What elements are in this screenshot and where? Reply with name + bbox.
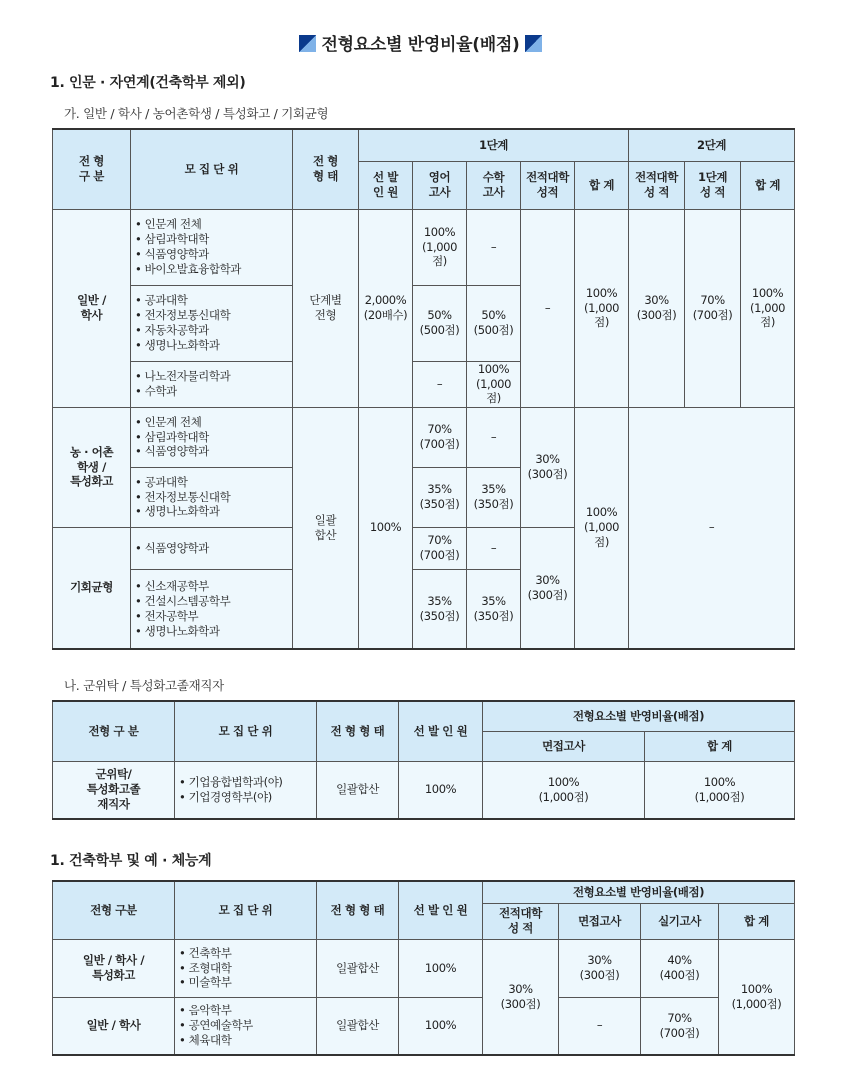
type-label: 일반 / 학사 / 특성화고 [53,939,175,997]
list-item: • 기업경영학부(야) [179,790,314,805]
grade-cell: 30% (300점) [483,939,559,1055]
list-item: • 공과대학 [135,475,290,490]
grade-cell: – [521,209,575,407]
table-row [53,997,795,1055]
header-selection: 선 발 인 원 [359,161,413,209]
list-item: • 공과대학 [135,293,290,308]
selection-cell: 2,000% (20배수) [359,209,413,407]
header-interview: 면접고사 [483,731,645,761]
table-row [53,407,795,467]
english-cell: 70% (700점) [413,527,467,569]
dept-list [131,361,293,407]
square-bullet-icon [299,35,316,52]
header-form: 전 형 형 태 [317,701,399,761]
page-title-text: 전형요소별 반영비율(배점) [321,35,520,55]
english-cell: 35% (350점) [413,467,467,527]
table-row [53,939,795,997]
selection-cell: 100% [399,761,483,819]
header-interview: 면접고사 [559,903,641,939]
form-cell: 일괄합산 [317,761,399,819]
list-item: • 기업융합법학과(야) [179,775,314,790]
type-label: 일반 / 학사 [53,209,131,407]
dept-list [175,761,317,819]
english-cell: 70% (700점) [413,407,467,467]
list-item: • 식품영양학과 [135,541,290,556]
header-stage2: 2단계 [629,129,795,161]
header-english: 영어 고사 [413,161,467,209]
header-practical: 실기고사 [641,903,719,939]
table-row [53,209,795,285]
header-ratio: 전형요소별 반영비율(배점) [483,701,795,731]
header-type: 전 형 구 분 [53,129,131,209]
math-cell: 35% (350점) [467,569,521,649]
list-item: • 전자정보통신대학 [135,308,290,323]
interview-cell: 30% (300점) [559,939,641,997]
type-label: 일반 / 학사 [53,997,175,1055]
header-type: 전형 구 분 [53,701,175,761]
list-item: • 전자정보통신대학 [135,490,290,505]
table-row [53,761,795,819]
list-item: • 식품영양학과 [135,444,290,459]
list-item: • 건축학부 [179,946,314,961]
header-dept: 모 집 단 위 [131,129,293,209]
math-cell: – [467,527,521,569]
grade2-cell: 30% (300점) [629,209,685,407]
selection-cell: 100% [399,997,483,1055]
list-item: • 건설시스템공학부 [135,594,290,609]
header-selection: 선 발 인 원 [399,881,483,939]
dept-list [131,527,293,569]
form-cell: 일괄합산 [317,997,399,1055]
practical-cell: 70% (700점) [641,997,719,1055]
list-item: • 신소재공학부 [135,579,290,594]
math-cell: – [467,209,521,285]
math-cell: 35% (350점) [467,467,521,527]
type-label: 농 · 어촌 학생 / 특성화고 [53,407,131,527]
list-item: • 인문계 전체 [135,217,290,232]
header-selection: 선 발 인 원 [399,701,483,761]
ratio-table-1 [52,128,795,650]
english-cell: 35% (350점) [413,569,467,649]
header-sum2: 합 계 [741,161,795,209]
sum2-cell: 100% (1,000점) [741,209,795,407]
math-cell: 50% (500점) [467,285,521,361]
selection-cell: 100% [359,407,413,649]
sum-cell: 100% (1,000점) [719,939,795,1055]
list-item: • 체육대학 [179,1033,314,1048]
sum-cell: 100% (1,000점) [645,761,795,819]
dept-list [131,209,293,285]
selection-cell: 100% [399,939,483,997]
list-item: • 생명나노화학과 [135,338,290,353]
section1-subheading-na: 나. 군위탁 / 특성화고졸재직자 [64,678,224,693]
interview-cell: 100% (1,000점) [483,761,645,819]
list-item: • 공연예술학부 [179,1018,314,1033]
section2-heading: 1. 건축학부 및 예 · 체능계 [50,853,212,869]
list-item: • 인문계 전체 [135,415,290,430]
header-dept: 모 집 단 위 [175,881,317,939]
header-grade: 전적대학 성 적 [483,903,559,939]
header-stage1-score: 1단계 성 적 [685,161,741,209]
section1-subheading-ga: 가. 일반 / 학사 / 농어촌학생 / 특성화고 / 기회균형 [64,106,329,121]
sum1-cell: 100% (1,000점) [575,209,629,407]
header-type: 전형 구분 [53,881,175,939]
list-item: • 미술학부 [179,975,314,990]
page-title [0,30,841,55]
dept-list [131,569,293,649]
stage2-cell: – [629,407,795,649]
grade-cell: 30% (300점) [521,407,575,527]
list-item: • 삼림과학대학 [135,232,290,247]
header-form: 전 형 형 태 [293,129,359,209]
header-stage1: 1단계 [359,129,629,161]
sum1-cell: 100% (1,000점) [575,407,629,649]
list-item: • 수학과 [135,384,290,399]
dept-list [131,285,293,361]
header-sum1: 합 계 [575,161,629,209]
dept-list [131,407,293,467]
grade-cell: 30% (300점) [521,527,575,649]
section1-heading: 1. 인문 · 자연계(건축학부 제외) [50,75,246,91]
list-item: • 전자공학부 [135,609,290,624]
list-item: • 생명나노화학과 [135,504,290,519]
list-item: • 나노전자물리학과 [135,369,290,384]
ratio-table-3 [52,880,795,1056]
header-sum: 합 계 [719,903,795,939]
list-item: • 바이오발효융합학과 [135,262,290,277]
english-cell: 100% (1,000점) [413,209,467,285]
ratio-table-2 [52,700,795,820]
stage1-score-cell: 70% (700점) [685,209,741,407]
practical-cell: 40% (400점) [641,939,719,997]
list-item: • 음악학부 [179,1003,314,1018]
math-cell: – [467,407,521,467]
header-grade2: 전적대학 성 적 [629,161,685,209]
list-item: • 조형대학 [179,961,314,976]
header-sum: 합 계 [645,731,795,761]
list-item: • 식품영양학과 [135,247,290,262]
english-cell: 50% (500점) [413,285,467,361]
dept-list [131,467,293,527]
list-item: • 삼림과학대학 [135,430,290,445]
interview-cell: – [559,997,641,1055]
header-math: 수학 고사 [467,161,521,209]
list-item: • 생명나노화학과 [135,624,290,639]
form-cell: 일괄 합산 [293,407,359,649]
dept-list [175,997,317,1055]
form-cell: 단계별 전형 [293,209,359,407]
header-grade: 전적대학 성적 [521,161,575,209]
english-cell: – [413,361,467,407]
dept-list [175,939,317,997]
header-dept: 모 집 단 위 [175,701,317,761]
list-item: • 자동차공학과 [135,323,290,338]
math-cell: 100% (1,000점) [467,361,521,407]
form-cell: 일괄합산 [317,939,399,997]
header-form: 전 형 형 태 [317,881,399,939]
square-bullet-icon [525,35,542,52]
type-label: 기회균형 [53,527,131,649]
type-label: 군위탁/ 특성화고졸 재직자 [53,761,175,819]
header-ratio: 전형요소별 반영비율(배점) [483,881,795,903]
